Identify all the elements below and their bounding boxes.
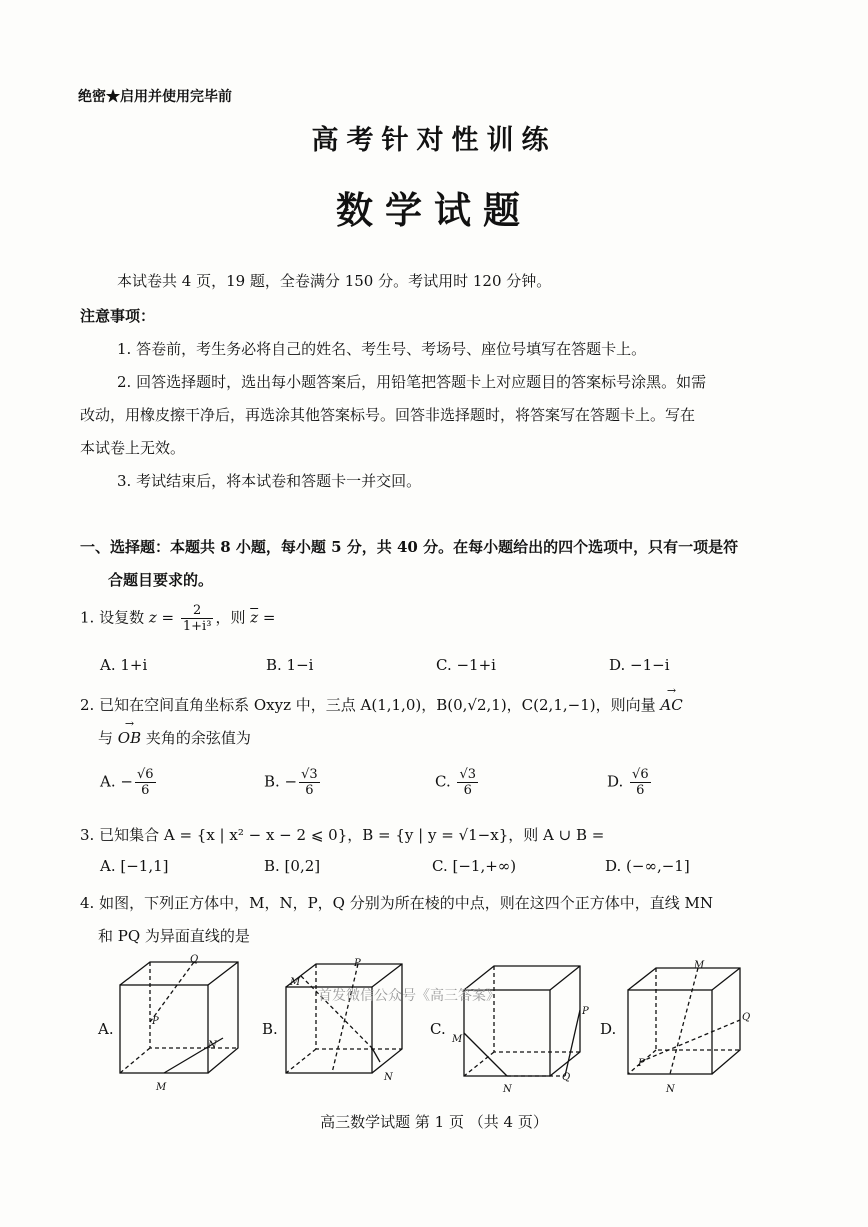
section-heading-line1: 一、选择题：本题共 8 小题，每小题 5 分，共 40 分。在每小题给出的四个选项中，只有一项是符	[80, 538, 739, 556]
figure-label-d: D.	[600, 1020, 617, 1038]
q2-text: 2. 已知在空间直角坐标系 Oxyz 中，三点 A(1,1,0)，B(0,√2,1)，C(2,1,−1)，则向量	[80, 696, 661, 714]
q2-option-c	[435, 767, 480, 798]
q2-d-den: 6	[636, 783, 645, 798]
cube-b	[286, 964, 402, 1073]
q1-option-d: D. −1−i	[609, 656, 670, 674]
q1-then: ，则	[215, 608, 251, 627]
q3-option-c: C. [−1,+∞)	[432, 857, 517, 875]
cube-d-p: P	[638, 1058, 645, 1069]
intro-text: 本试卷共 4 页，19 题，全卷满分 150 分。考试用时 120 分钟。	[117, 272, 552, 290]
q2-d-label: D.	[607, 772, 629, 791]
q2-c-den: 6	[463, 783, 472, 798]
q3-option-d: D. (−∞,−1]	[605, 857, 690, 875]
note-3: 3. 考试结束后，将本试卷和答题卡一并交回。	[117, 472, 422, 490]
confidential-notice: 绝密★启用并使用完毕前	[78, 89, 232, 105]
cube-figures	[0, 950, 868, 1100]
cube-c-p: P	[582, 1006, 589, 1017]
cube-b-m: M	[290, 977, 301, 988]
cube-a-n: N	[208, 1040, 217, 1051]
q1-denominator: 1+i³	[182, 619, 212, 634]
q2-a-den: 6	[141, 783, 150, 798]
q2-b-den: 6	[305, 783, 314, 798]
q2-cosine-text: 夹角的余弦值为	[141, 729, 251, 747]
question-3: 3. 已知集合 A = {x | x² − x − 2 ⩽ 0}，B = {y | y = √1−x}，则 A ∪ B =	[80, 826, 605, 844]
cube-c-q: Q	[562, 1072, 571, 1083]
q2-d-num: √6	[632, 767, 649, 782]
note-2-line2: 改动，用橡皮擦干净后，再选涂其他答案标号。回答非选择题时，将答案写在答题卡上。写在	[80, 406, 696, 424]
figure-label-a: A.	[98, 1020, 114, 1038]
cube-a-q: Q	[190, 954, 199, 965]
cube-d-q: Q	[742, 1012, 751, 1023]
q2-b-label: B. −	[264, 772, 298, 791]
q2-b-num: √3	[301, 767, 318, 782]
cube-d	[628, 968, 740, 1074]
q2-a-label: A. −	[100, 772, 133, 791]
figure-label-c: C.	[430, 1020, 446, 1038]
cube-c	[464, 966, 580, 1076]
q1-option-a: A. 1+i	[100, 656, 148, 674]
q3-option-b: B. [0,2]	[264, 857, 321, 875]
cube-d-m: M	[694, 960, 705, 971]
question-1	[80, 603, 275, 634]
q2-vector-ac: → AC	[660, 696, 682, 714]
q1-numerator: 2	[181, 603, 214, 619]
question-4-line2: 和 PQ 为异面直线的是	[98, 927, 250, 945]
q2-option-d	[607, 767, 653, 798]
q2-vector-ob: → OB	[118, 729, 141, 747]
question-2-line1	[80, 694, 683, 715]
note-2-line3: 本试卷上无效。	[80, 439, 186, 457]
notes-heading: 注意事项：	[80, 307, 156, 325]
question-2-line2	[98, 727, 251, 748]
page-footer: 高三数学试题 第 1 页 （共 4 页）	[320, 1113, 548, 1131]
q1-fraction	[181, 603, 214, 634]
q1-prefix: 1. 设复数	[80, 608, 149, 627]
q2-option-b	[264, 767, 322, 798]
cube-c-m: M	[452, 1034, 463, 1045]
cube-b-n: N	[384, 1072, 393, 1083]
figure-label-b: B.	[262, 1020, 278, 1038]
cube-a-m: M	[156, 1082, 167, 1093]
watermark-text: 首发微信公众号《高三答案》	[318, 988, 500, 1004]
q2-a-num: √6	[136, 767, 154, 782]
q3-option-a: A. [−1,1]	[100, 857, 169, 875]
cube-b-p: P	[354, 958, 361, 969]
q2-c-num: √3	[459, 767, 477, 782]
subject-title: 数学试题	[336, 188, 532, 232]
section-heading-line2: 合题目要求的。	[108, 571, 214, 589]
note-2-line1: 2. 回答选择题时，选出每小题答案后，用铅笔把答题卡上对应题目的答案标号涂黑。如需	[117, 373, 707, 391]
cube-c-n: N	[503, 1084, 512, 1095]
q1-option-b: B. 1−i	[266, 656, 314, 674]
q1-equals: =	[258, 608, 276, 627]
cube-d-n: N	[666, 1084, 675, 1095]
q2-with: 与	[98, 729, 118, 747]
question-4-line1: 4. 如图，下列正方体中，M，N，P，Q 分别为所在棱的中点，则在这四个正方体中，直线 MN	[80, 894, 713, 912]
q2-c-label: C.	[435, 772, 456, 791]
q1-z: z =	[148, 608, 175, 627]
q1-option-c: C. −1+i	[436, 656, 496, 674]
cube-a-p: P	[152, 1016, 159, 1027]
q1-zbar: $\overline{z}$	[250, 608, 259, 627]
q2-option-a	[100, 767, 158, 798]
cube-a	[120, 962, 238, 1073]
exam-title: 高考针对性训练	[311, 125, 557, 156]
note-1: 1. 答卷前，考生务必将自己的姓名、考生号、考场号、座位号填写在答题卡上。	[117, 340, 647, 358]
